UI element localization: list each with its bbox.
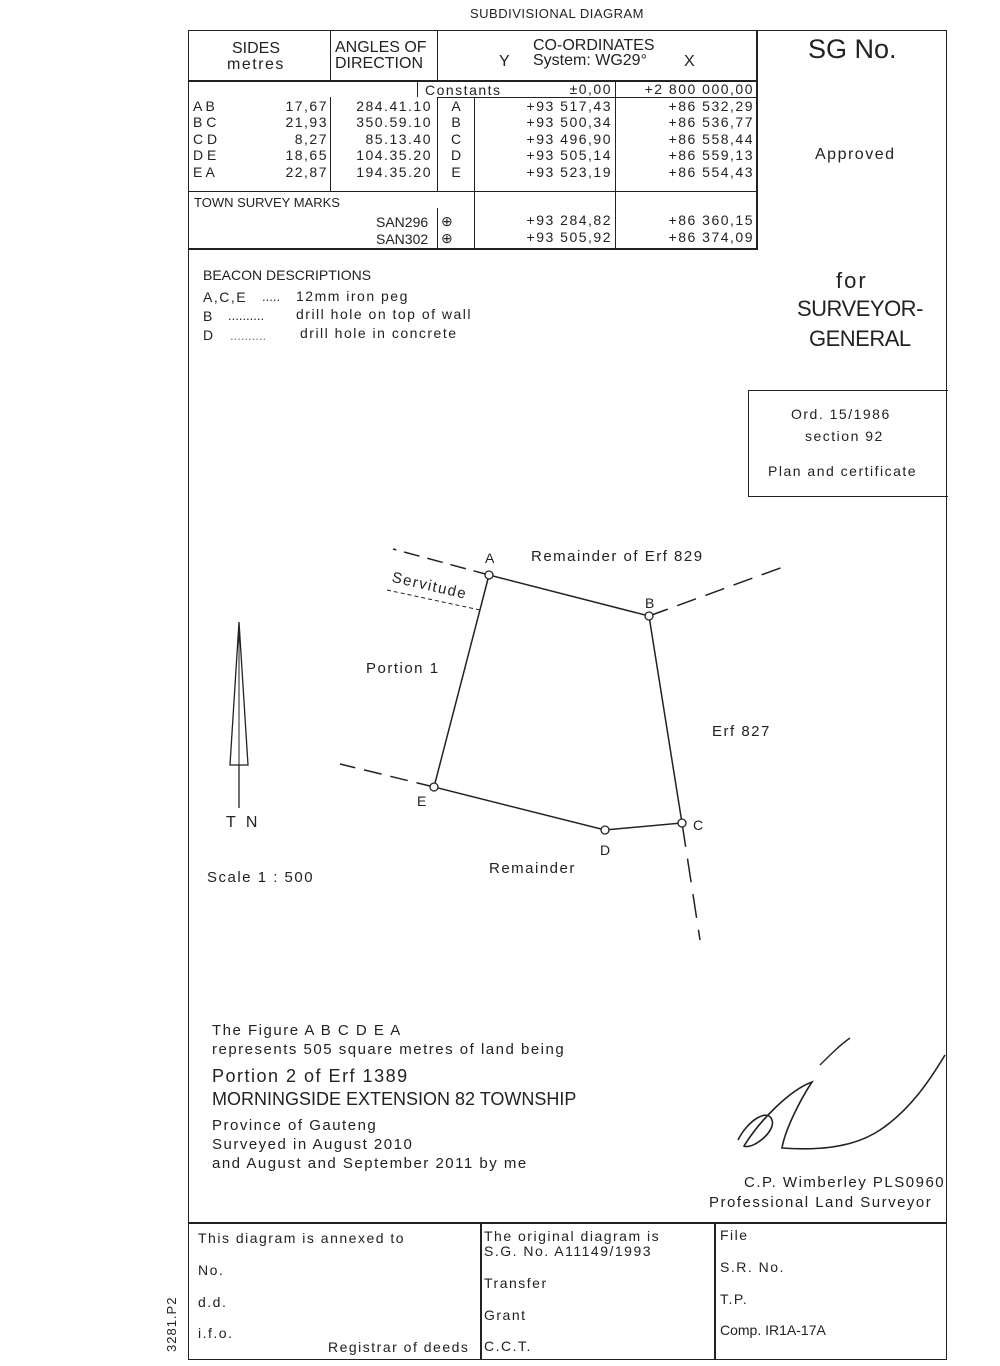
- surveyor-label: SURVEYOR-: [797, 296, 923, 321]
- remainder-label: Remainder: [489, 860, 576, 877]
- x-coordinate: +86 536,77: [668, 114, 754, 131]
- x-coordinate: +86 558,44: [668, 130, 754, 147]
- ifo-label: i.f.o.: [198, 1325, 234, 1341]
- sg-number-label: SG No.: [808, 34, 897, 64]
- x-label: X: [684, 53, 695, 70]
- direction-angle: 85.13.40: [365, 130, 432, 147]
- original-diagram-label: The original diagram is: [484, 1228, 661, 1244]
- signature: [738, 1055, 945, 1149]
- side-name: E A: [193, 163, 215, 180]
- tp-label: T.P.: [720, 1291, 749, 1307]
- mark-x: +86 374,09: [668, 229, 754, 245]
- for-label: for: [836, 268, 868, 293]
- true-north-label: T N: [226, 814, 261, 831]
- mark-symbol-icon: ⊕: [441, 213, 453, 229]
- direction-angle: 284.41.10: [356, 98, 432, 114]
- direction-angle: 194.35.20: [356, 163, 432, 180]
- beacon-dots: ..........: [228, 308, 265, 323]
- approved-label: Approved: [815, 146, 896, 163]
- beacon-desc: drill hole on top of wall: [296, 306, 473, 322]
- annexed-label: This diagram is annexed to: [198, 1230, 406, 1246]
- mark-symbol-icon: ⊕: [441, 230, 453, 246]
- transfer-label: Transfer: [484, 1275, 548, 1291]
- beacon-c-icon: [678, 819, 686, 827]
- mark-y: +93 505,92: [526, 229, 612, 245]
- statement-line: Surveyed in August 2010: [212, 1136, 414, 1153]
- point-e-label: E: [417, 793, 427, 809]
- side-name: B C: [193, 114, 217, 131]
- side-length: 21,93: [285, 114, 328, 131]
- scale-label: Scale 1 : 500: [207, 869, 315, 886]
- x-coordinate: +86 554,43: [668, 163, 754, 180]
- boundary-extension: [340, 764, 434, 787]
- point-name: A: [451, 98, 461, 114]
- beacon-dots: ..........: [230, 328, 267, 343]
- remainder-erf-829-label: Remainder of Erf 829: [531, 548, 704, 565]
- y-coordinate: +93 505,14: [526, 147, 612, 164]
- statement-line: The Figure A B C D E A: [212, 1022, 402, 1039]
- beacon-descriptions-title: BEACON DESCRIPTIONS: [203, 267, 372, 283]
- mark-name: SAN302: [376, 231, 429, 247]
- beacon-b-icon: [645, 612, 653, 620]
- beacon-d-icon: [601, 826, 609, 834]
- side-length: 22,87: [285, 163, 328, 180]
- side-name: A B: [193, 98, 215, 114]
- comp-label: Comp. IR1A-17A: [720, 1322, 826, 1338]
- beacon-a-icon: [485, 571, 493, 579]
- coordinates-header: CO-ORDINATES: [533, 37, 655, 54]
- x-coordinate: +86 559,13: [668, 147, 754, 164]
- surveyor-title: Professional Land Surveyor: [709, 1194, 933, 1211]
- statement-line: and August and September 2011 by me: [212, 1155, 528, 1172]
- diagram-title: SUBDIVISIONAL DIAGRAM: [470, 6, 644, 21]
- dd-label: d.d.: [198, 1294, 228, 1310]
- sg-original-number: S.G. No. A11149/1993: [484, 1243, 653, 1259]
- town-survey-marks-label: TOWN SURVEY MARKS: [194, 195, 340, 210]
- registrar-label: Registrar of deeds: [328, 1339, 470, 1355]
- constant-x: +2 800 000,00: [644, 81, 754, 97]
- servitude-label: Servitude: [390, 569, 469, 603]
- side-name: C D: [193, 130, 218, 147]
- direction-header: DIRECTION: [335, 55, 423, 72]
- y-coordinate: +93 517,43: [526, 98, 612, 114]
- y-label: Y: [499, 53, 510, 70]
- side-name: D E: [193, 147, 217, 164]
- metres-header: metres: [227, 56, 285, 73]
- y-coordinate: +93 500,34: [526, 114, 612, 131]
- angles-header: ANGLES OF: [335, 39, 427, 56]
- sr-number-label: S.R. No.: [720, 1259, 785, 1275]
- beacon-label: D: [203, 327, 215, 343]
- x-coordinate: +86 532,29: [668, 98, 754, 114]
- beacon-label: B: [203, 308, 214, 324]
- mark-name: SAN296: [376, 214, 429, 230]
- beacon-dots: .....: [262, 289, 281, 304]
- beacon-desc: 12mm iron peg: [296, 288, 409, 304]
- constant-y: ±0,00: [569, 81, 612, 97]
- y-coordinate: +93 523,19: [526, 163, 612, 180]
- ordinance-number: Ord. 15/1986: [791, 406, 891, 422]
- y-coordinate: +93 496,90: [526, 130, 612, 147]
- cct-label: C.C.T.: [484, 1338, 532, 1354]
- portion-title: Portion 2 of Erf 1389: [212, 1066, 409, 1086]
- portion-1-label: Portion 1: [366, 660, 440, 677]
- mark-x: +86 360,15: [668, 212, 754, 228]
- sides-header: SIDES: [232, 40, 281, 57]
- surveyor-name: C.P. Wimberley PLS0960: [744, 1174, 946, 1191]
- point-name: C: [450, 130, 462, 147]
- boundary-extension: [682, 823, 700, 940]
- figure-boundary: [434, 575, 682, 830]
- grant-label: Grant: [484, 1307, 527, 1323]
- side-length: 8,27: [294, 130, 328, 147]
- erf-827-label: Erf 827: [712, 723, 771, 740]
- point-name: D: [450, 147, 462, 164]
- beacon-e-icon: [430, 783, 438, 791]
- point-name: E: [451, 163, 461, 180]
- side-length: 18,65: [285, 147, 328, 164]
- statement-line: represents 505 square metres of land being: [212, 1041, 566, 1058]
- direction-angle: 350.59.10: [356, 114, 432, 131]
- ordinance-section: section 92: [805, 428, 884, 444]
- township-title: MORNINGSIDE EXTENSION 82 TOWNSHIP: [212, 1089, 577, 1109]
- mark-y: +93 284,82: [526, 212, 612, 228]
- beacon-desc: drill hole in concrete: [300, 325, 458, 341]
- point-c-label: C: [693, 817, 704, 833]
- point-name: B: [451, 114, 461, 131]
- system-header: System: WG29°: [533, 52, 647, 69]
- side-reference: 3281.P2: [164, 1296, 179, 1352]
- point-d-label: D: [600, 842, 611, 858]
- no-label: No.: [198, 1262, 225, 1278]
- statement-line: Province of Gauteng: [212, 1117, 378, 1134]
- beacon-label: A,C,E: [203, 289, 248, 305]
- boundary-extension: [649, 567, 783, 616]
- direction-angle: 104.35.20: [356, 147, 432, 164]
- point-b-label: B: [645, 595, 655, 611]
- plan-and-certificate: Plan and certificate: [768, 463, 918, 479]
- point-a-label: A: [485, 550, 495, 566]
- file-label: File: [720, 1227, 749, 1243]
- general-label: GENERAL: [809, 326, 911, 351]
- constants-label: Constants: [425, 82, 502, 98]
- side-length: 17,67: [285, 98, 328, 114]
